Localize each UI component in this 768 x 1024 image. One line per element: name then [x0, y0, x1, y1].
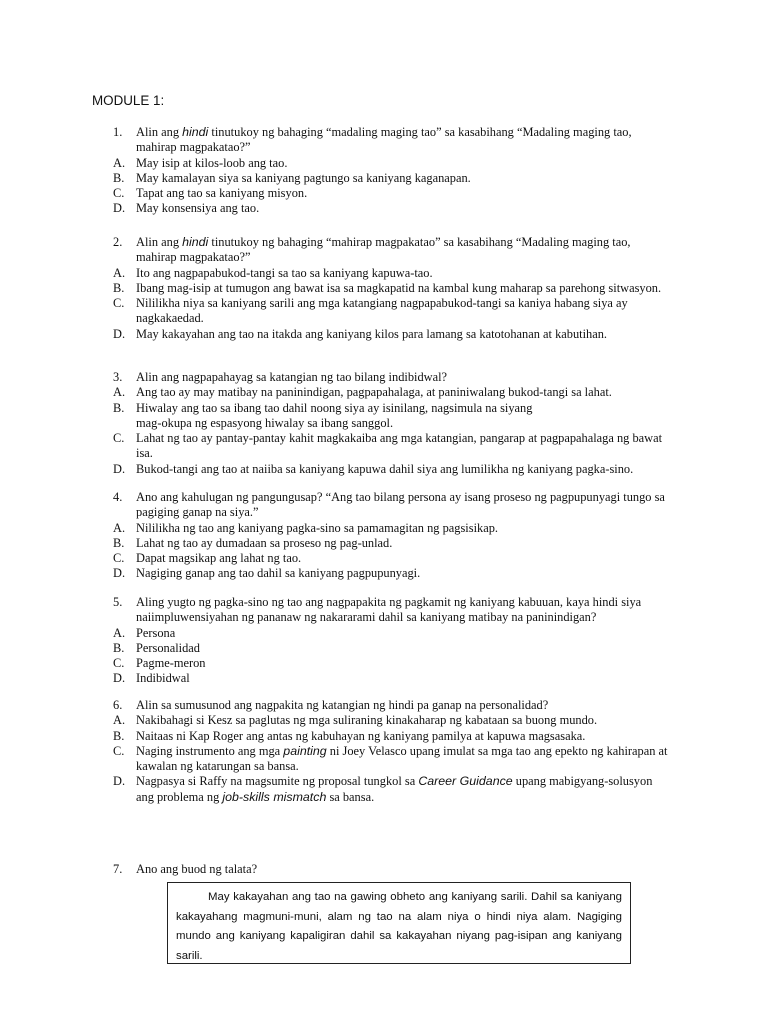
question-stem: 3. Alin ang nagpapahayag sa katangian ng tao bilang indibidwal?	[113, 370, 448, 384]
choice: C. Nililikha niya sa kaniyang sarili ang mga katangiang nagpapabukod-tangi sa kaniya habang siya ay nagkakaedad.	[113, 296, 628, 326]
emphasis: Career Guidance	[418, 774, 513, 789]
question-number: 6.	[113, 698, 123, 712]
question-number: 5.	[113, 595, 123, 609]
choice: C. Pagme-meron	[113, 656, 206, 671]
choice: D. Nagiging ganap ang tao dahil sa kaniyang pagpupunyagi.	[113, 566, 421, 581]
question-stem: 4. Ano ang kahulugan ng pangungusap? “Ang tao bilang persona ay isang proseso ng pagpupunyagi tungo sa pagiging ganap na siya.”	[113, 490, 665, 520]
question-number: 4.	[113, 490, 123, 504]
question-2	[113, 235, 673, 342]
choice: D. Bukod-tangi ang tao at naiiba sa kaniyang kapuwa dahil siya ang lumilikha ng kaniyang pagka-sino.	[113, 461, 634, 476]
question-number: 1.	[113, 125, 123, 139]
choice: C. Naging instrumento ang mga painting ni Joey Velasco upang imulat sa mga tao ang epekto ng kahirapan at kawalan ng katarungan sa bansa.	[113, 743, 668, 774]
choice: B. Lahat ng tao ay dumadaan sa proseso ng pag-unlad.	[113, 535, 393, 550]
emphasis: hindi	[182, 235, 209, 249]
passage-text: May kakayahan ang tao na gawing obheto ang kaniyang sarili. Dahil sa kaniyang kakayahang magmuni-muni, alam ng tao na alam niya o hindi niya alam. Nagiging mundo ang kaniyang kapaligiran dahil sa kakayahan niyang pag-isipan ang kaniyang sarili.	[176, 891, 622, 962]
question-stem: 6. Alin sa sumusunod ang nagpakita ng katangian ng hindi pa ganap na personalidad?	[113, 698, 549, 712]
choice: A. Ang tao ay may matibay na paninindigan, pagpapahalaga, at paniniwalang bukod-tangi sa lahat.	[113, 385, 612, 400]
question-5	[113, 595, 673, 687]
question-6	[113, 698, 673, 805]
question-stem: 1. Alin ang hindi tinutukoy ng bahaging “madaling maging tao” sa kasabihang “Madaling maging tao, mahirap magpakatao?”	[113, 125, 632, 155]
emphasis: hindi	[182, 125, 209, 139]
choice: C. Lahat ng tao ay pantay-pantay kahit magkakaiba ang mga katangian, pangarap at pagpapahalaga ng bawat isa.	[113, 431, 663, 461]
choice: B. Naitaas ni Kap Roger ang antas ng kabuhayan ng kaniyang pamilya at kapuwa magsasaka.	[113, 728, 586, 743]
choice: C. Dapat magsikap ang lahat ng tao.	[113, 551, 302, 566]
question-number: 2.	[113, 235, 123, 249]
choice: B. Personalidad	[113, 640, 201, 655]
module-title: MODULE 1:	[92, 93, 165, 108]
question-3	[113, 370, 673, 477]
question-4	[113, 490, 673, 582]
choice: B. Hiwalay ang tao sa ibang tao dahil noong siya ay isinilang, nagsimula na siyang mag-okupa ng espasyong hiwalay sa ibang sanggol.	[113, 400, 533, 430]
emphasis: painting	[283, 743, 327, 758]
question-stem: 5. Aling yugto ng pagka-sino ng tao ang nagpapakita ng pagkamit ng kaniyang kabuuan, kaya hindi siya naiimpluwensiyahan ng pananaw ng nakararami dahil sa kaniyang matibay na paninindigan?	[113, 595, 642, 625]
question-1	[113, 125, 673, 217]
question-number: 7.	[113, 862, 123, 876]
question-stem: 2. Alin ang hindi tinutukoy ng bahaging “mahirap magpakatao” sa kasabihang “Madaling maging tao, mahirap magpakatao?”	[113, 235, 631, 265]
choice: A. Nililikha ng tao ang kaniyang pagka-sino sa pamamagitan ng pagsisikap.	[113, 520, 498, 535]
choice: D. May konsensiya ang tao.	[113, 201, 260, 216]
question-stem: 7. Ano ang buod ng talata?	[113, 862, 258, 876]
choice: D. May kakayahan ang tao na itakda ang kaniyang kilos para lamang sa katotohanan at kabutihan.	[113, 326, 608, 341]
choice: A. May isip at kilos-loob ang tao.	[113, 155, 288, 170]
question-number: 3.	[113, 370, 123, 384]
choice: A. Persona	[113, 625, 176, 640]
choice: C. Tapat ang tao sa kaniyang misyon.	[113, 186, 308, 201]
choice: B. May kamalayan siya sa kaniyang pagtungo sa kaniyang kaganapan.	[113, 170, 471, 185]
choice: A. Ito ang nagpapabukod-tangi sa tao sa kaniyang kapuwa-tao.	[113, 265, 433, 280]
choice: D. Nagpasya si Raffy na magsumite ng proposal tungkol sa Career Guidance upang mabigyang-solusyon ang problema ng job-skills mismatch sa bansa.	[113, 774, 653, 804]
choice: A. Nakibahagi si Kesz sa paglutas ng mga suliraning kinakaharap ng kabataan sa buong mundo.	[113, 713, 598, 728]
question-7	[113, 862, 673, 877]
choice: D. Indibidwal	[113, 671, 190, 686]
emphasis: job-skills mismatch	[222, 789, 327, 804]
choice: B. Ibang mag-isip at tumugon ang bawat isa sa magkapatid na kambal kung maharap sa parehong sitwasyon.	[113, 280, 662, 295]
passage-box	[167, 882, 631, 964]
